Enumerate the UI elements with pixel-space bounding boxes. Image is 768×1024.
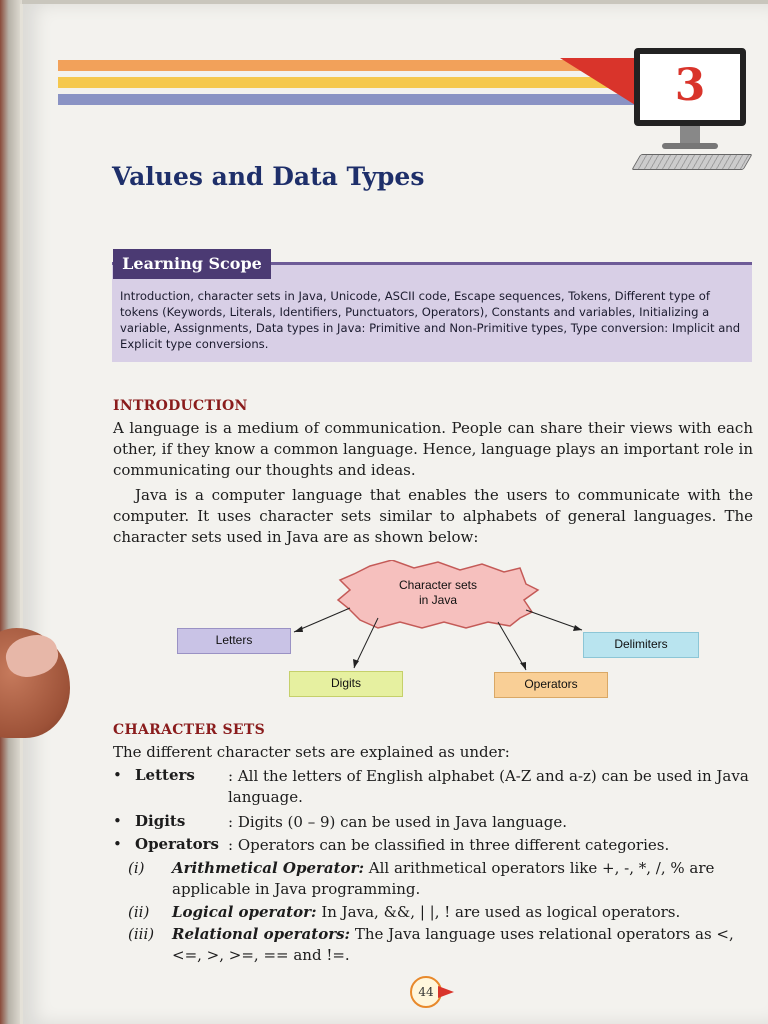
monitor-icon	[634, 48, 746, 126]
arrowhead-letters	[294, 626, 303, 632]
operator-type-num: (i)	[128, 859, 145, 877]
operator-type-body	[172, 924, 758, 966]
chapter-number: 3	[674, 60, 706, 111]
operator-type-body	[172, 902, 758, 923]
delimiters-box: Delimiters	[583, 632, 699, 658]
desc-digits: : Digits (0 – 9) can be used in Java language.	[228, 813, 567, 831]
bullet: •	[113, 812, 122, 830]
operator-type-relational	[128, 924, 758, 966]
chapter-title: Values and Data Types	[112, 162, 425, 191]
arrow-to-digits	[354, 618, 378, 668]
arrowhead-operators	[520, 662, 526, 670]
operator-type-text: In Java, &&, | |, ! are used as logical operators.	[316, 903, 681, 921]
header-stripe-accent	[560, 58, 640, 108]
introduction-para-1: A language is a medium of communication. People can share their views with each other, if they know a common language. Hence, language plays an important role in communicating our thoughts and ideas.	[113, 419, 753, 479]
page-number-arrow-icon	[438, 986, 454, 998]
introduction-para-2: Java is a computer language that enables the users to communicate with the computer. It uses character sets similar to alphabets of general languages. The character sets used in Java are as shown below:	[113, 486, 753, 546]
term-operators: Operators	[135, 835, 220, 853]
bullet: •	[113, 766, 122, 784]
character-sets-heading: CHARACTER SETS	[113, 722, 265, 738]
arrow-to-delimiters	[526, 610, 582, 630]
operator-type-name: Relational operators:	[172, 925, 351, 943]
operator-type-num: (ii)	[128, 903, 150, 921]
term-letters: Letters	[135, 766, 195, 784]
page-edge	[0, 0, 22, 1024]
list-item-letters	[113, 766, 758, 810]
header-stripe-orange	[58, 60, 638, 71]
operator-type-arithmetical	[128, 858, 758, 900]
center-label-line-1: Character sets	[398, 578, 478, 592]
operator-type-body	[172, 858, 758, 900]
page-number: 44	[410, 976, 442, 1008]
term-digits: Digits	[135, 812, 186, 830]
operator-type-text: The Java language uses relational operators as <, <=, >, >=, == and !=.	[172, 925, 734, 964]
operator-type-name: Arithmetical Operator:	[172, 859, 364, 877]
operator-type-logical	[128, 902, 758, 924]
introduction-heading: INTRODUCTION	[113, 398, 248, 414]
header-stripe-blue	[58, 94, 638, 105]
desc-letters: : All the letters of English alphabet (A-Z and a-z) can be used in Java language.	[228, 767, 749, 806]
keyboard-icon	[631, 154, 752, 170]
operators-box: Operators	[494, 672, 608, 698]
desc-operators: : Operators can be classified in three different categories.	[228, 836, 670, 854]
operator-type-text: All arithmetical operators like +, -, *, /, % are applicable in Java programming.	[172, 859, 715, 898]
center-label-line-2: in Java	[418, 593, 458, 607]
header-stripe-yellow	[58, 77, 638, 88]
operator-type-name: Logical operator:	[172, 903, 317, 921]
digits-box: Digits	[289, 671, 403, 697]
operator-type-num: (iii)	[128, 925, 155, 943]
arrowhead-delimiters	[573, 625, 582, 631]
monitor-base	[662, 143, 718, 149]
bullet: •	[113, 835, 122, 853]
list-item-operators	[113, 835, 758, 857]
letters-box: Letters	[177, 628, 291, 654]
learning-scope-text: Introduction, character sets in Java, Unicode, ASCII code, Escape sequences, Tokens, Different type of tokens (Keywords, Literals, Identifiers, Punctuators, Operators), Constants and variables, Initializing a variable, Assignments, Data types in Java: Primitive and Non-Primitive types, Type conversion: Implicit and Explicit type conversions.	[120, 289, 741, 351]
learning-scope-label: Learning Scope	[113, 249, 271, 279]
list-item-digits	[113, 812, 758, 834]
monitor-stand	[680, 126, 700, 144]
character-sets-intro: The different character sets are explained as under:	[113, 743, 510, 761]
